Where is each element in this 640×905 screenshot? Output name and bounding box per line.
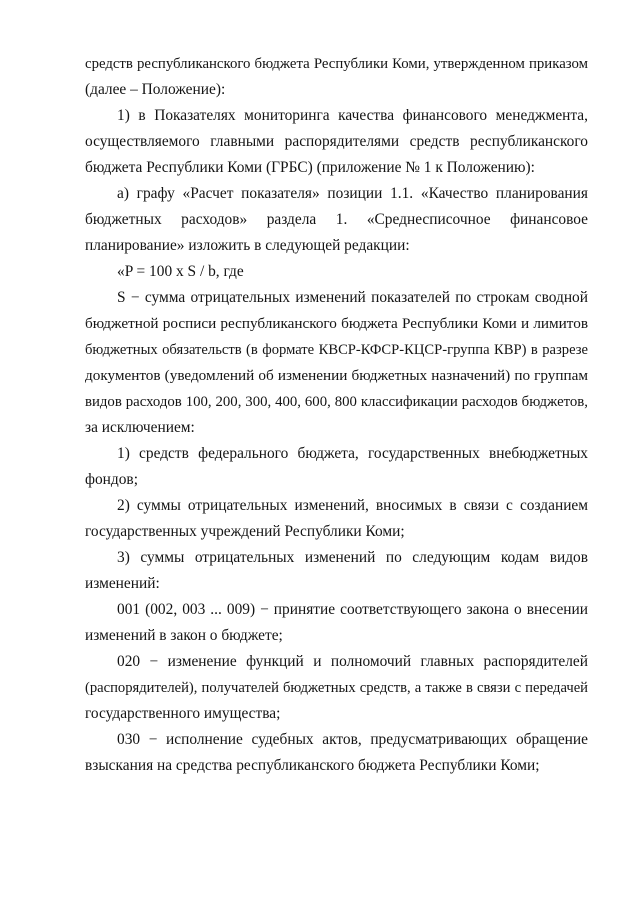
text-line: видов расходов 100, 200, 300, 400, 600, 800 классификации расходов бюджетов, xyxy=(85,394,588,410)
text-line: планирование» изложить в следующей редакции: xyxy=(85,237,410,254)
text-line: (далее – Положение): xyxy=(85,81,226,98)
text-line: а) графу «Расчет показателя» позиции 1.1. «Качество планирования xyxy=(117,185,588,202)
text-line: за исключением: xyxy=(85,419,195,436)
text-line: 3) суммы отрицательных изменений по следующим кодам видов xyxy=(117,549,588,566)
text-line: бюджетной росписи республиканского бюджета Республики Коми и лимитов xyxy=(85,315,588,332)
text-line: 001 (002, 003 ... 009) − принятие соответствующего закона о внесении xyxy=(117,601,588,618)
text-line: изменений в закон о бюджете; xyxy=(85,627,283,644)
text-line: 1) средств федерального бюджета, государственных внебюджетных xyxy=(117,445,588,462)
text-line: бюджетных расходов» раздела 1. «Среднесписочное финансовое xyxy=(85,211,588,228)
formula-line: «P = 100 x S / b, где xyxy=(117,263,244,280)
text-line: бюджетных обязательств (в формате КВСР-КФСР-КЦСР-группа КВР) в разрезе xyxy=(85,342,588,358)
text-line: документов (уведомлений об изменении бюджетных назначений) по группам xyxy=(85,367,588,384)
text-line: 020 − изменение функций и полномочий главных распорядителей xyxy=(117,653,588,670)
text-line: средств республиканского бюджета Республики Коми, утвержденном приказом xyxy=(85,56,588,72)
text-line: 030 − исполнение судебных актов, предусматривающих обращение xyxy=(117,731,588,748)
text-line: государственного имущества; xyxy=(85,705,281,722)
text-line: взыскания на средства республиканского бюджета Республики Коми; xyxy=(85,757,540,774)
document-page xyxy=(85,0,588,905)
text-line: фондов; xyxy=(85,471,138,488)
text-line: изменений: xyxy=(85,575,160,592)
text-line: 2) суммы отрицательных изменений, вносимых в связи с созданием xyxy=(117,497,588,514)
text-line: осуществляемого главными распорядителями средств республиканского xyxy=(85,133,588,150)
text-line: государственных учреждений Республики Коми; xyxy=(85,523,405,540)
text-line: (распорядителей), получателей бюджетных средств, а также в связи с передачей xyxy=(85,680,588,696)
text-line: S − сумма отрицательных изменений показателей по строкам сводной xyxy=(117,289,588,306)
text-line: бюджета Республики Коми (ГРБС) (приложение № 1 к Положению): xyxy=(85,159,535,176)
text-line: 1) в Показателях мониторинга качества финансового менеджмента, xyxy=(117,107,588,124)
